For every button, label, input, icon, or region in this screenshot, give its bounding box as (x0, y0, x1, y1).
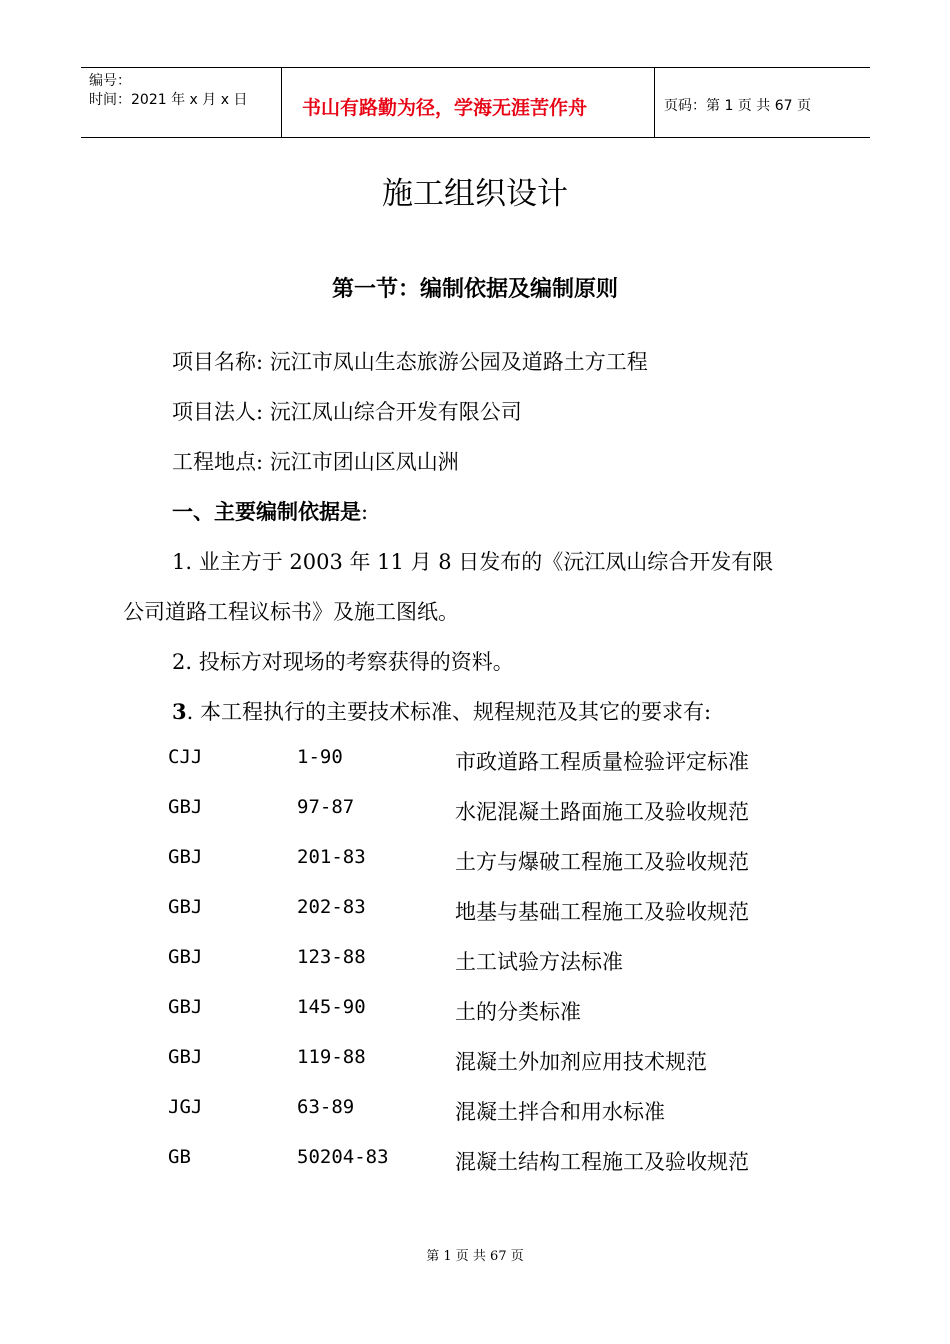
standard-code: GBJ (168, 846, 203, 868)
standard-row (0, 846, 950, 876)
basis-item-1-line-2: 公司道路工程议标书》及施工图纸。 (123, 600, 459, 624)
standard-code: GBJ (168, 1046, 203, 1068)
basis-item-3-text: . 本工程执行的主要技术标准、规程规范及其它的要求有: (186, 700, 712, 724)
standard-row (0, 1146, 950, 1176)
project-legal-line: 项目法人: 沅江凤山综合开发有限公司 (172, 400, 522, 424)
standard-code: JGJ (168, 1096, 203, 1118)
standard-name: 混凝土拌合和用水标准 (455, 1100, 665, 1124)
standard-number: 50204-83 (297, 1146, 389, 1168)
header-motto: 书山有路勤为径，学海无涯苦作舟 (302, 97, 588, 119)
basis-heading (172, 496, 368, 526)
header-meta-cell (81, 68, 282, 137)
standard-code: GB (168, 1146, 191, 1168)
standard-number: 201-83 (297, 846, 366, 868)
project-name-line: 项目名称: 沅江市凤山生态旅游公园及道路土方工程 (172, 350, 648, 374)
standard-number: 145-90 (297, 996, 366, 1018)
standard-row (0, 746, 950, 776)
standard-row (0, 796, 950, 826)
section-title: 第一节：编制依据及编制原则 (331, 277, 618, 302)
standard-row (0, 946, 950, 976)
standard-code: GBJ (168, 896, 203, 918)
standard-code: CJJ (168, 746, 203, 768)
header-page-cell (655, 68, 870, 137)
standard-name: 土的分类标准 (455, 1000, 581, 1024)
basis-heading-colon: : (361, 500, 369, 524)
standard-number: 202-83 (297, 896, 366, 918)
basis-item-1-line-1: 1. 业主方于 2003 年 11 月 8 日发布的《沅江凤山综合开发有限 (172, 550, 774, 574)
document-number-label: 编号： (89, 73, 131, 89)
standard-row (0, 1096, 950, 1126)
standard-row (0, 996, 950, 1026)
basis-item-3 (172, 696, 711, 726)
basis-item-2: 2. 投标方对现场的考察获得的资料。 (172, 650, 514, 674)
standard-row (0, 896, 950, 926)
standard-name: 混凝土外加剂应用技术规范 (455, 1050, 707, 1074)
standard-name: 土工试验方法标准 (455, 950, 623, 974)
standard-number: 123-88 (297, 946, 366, 968)
standard-name: 土方与爆破工程施工及验收规范 (455, 850, 749, 874)
standard-number: 119-88 (297, 1046, 366, 1068)
standard-code: GBJ (168, 796, 203, 818)
basis-item-3-number: 3 (172, 699, 187, 724)
document-date: 时间：2021 年 x 月 x 日 (89, 92, 248, 108)
standard-name: 地基与基础工程施工及验收规范 (455, 900, 749, 924)
standard-code: GBJ (168, 996, 203, 1018)
standard-name: 水泥混凝土路面施工及验收规范 (455, 800, 749, 824)
standard-number: 1-90 (297, 746, 343, 768)
header-motto-cell (282, 68, 655, 137)
standard-row (0, 1046, 950, 1076)
page-header (81, 67, 870, 138)
document-title: 施工组织设计 (382, 176, 568, 212)
project-location-line: 工程地点: 沅江市团山区凤山洲 (172, 450, 459, 474)
standard-name: 混凝土结构工程施工及验收规范 (455, 1150, 749, 1174)
standard-code: GBJ (168, 946, 203, 968)
standard-name: 市政道路工程质量检验评定标准 (455, 750, 749, 774)
standard-number: 97-87 (297, 796, 355, 818)
header-page-info: 页码：第 1 页 共 67 页 (664, 98, 811, 114)
basis-heading-text: 一、主要编制依据是 (172, 500, 361, 524)
standard-number: 63-89 (297, 1096, 355, 1118)
page-footer: 第 1 页 共 67 页 (426, 1249, 524, 1264)
